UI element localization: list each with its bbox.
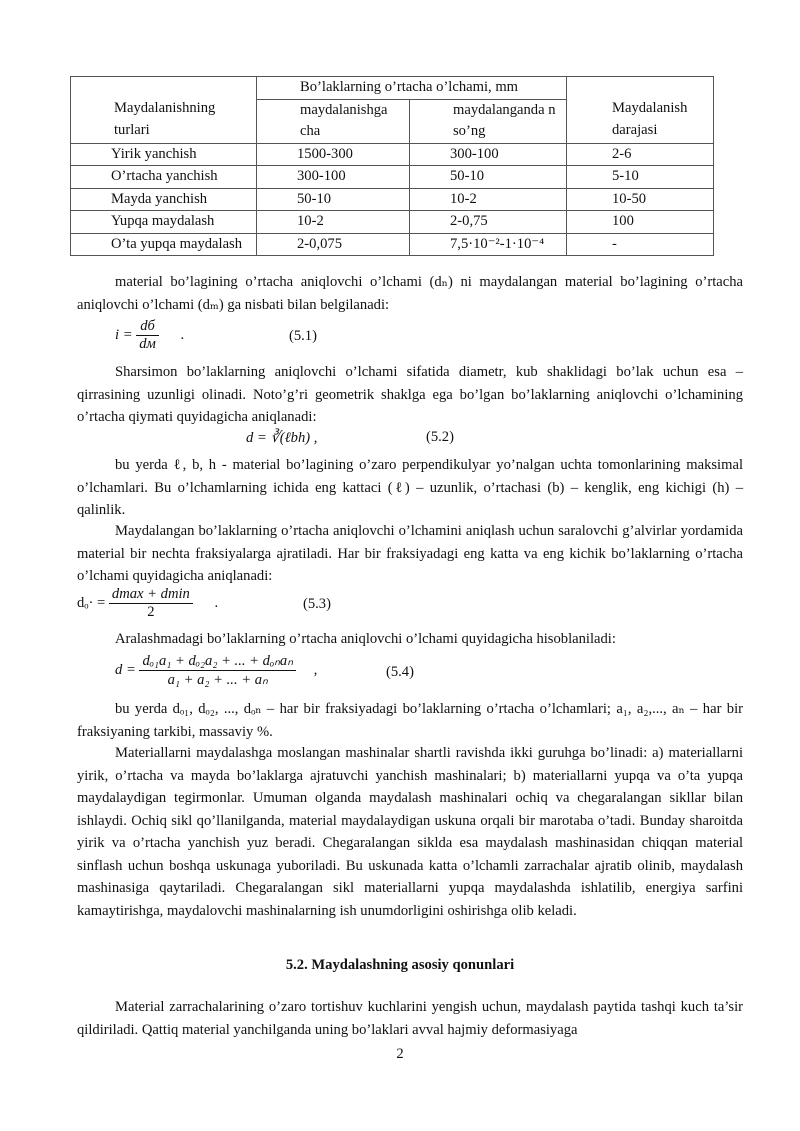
cell-before: 50-10	[257, 188, 410, 211]
equation-number: (5.1)	[289, 328, 317, 344]
cell-after: 300-100	[410, 143, 567, 166]
paragraph: bu yerda dₒ₁, dₒ₂, ..., dₒₙ – har bir fraksiyadagi bo’laklarning o’rtacha o’lchamlari; a₁, a₂,..., aₙ – har bir fraksiyaning tarkibi, massaviy %.	[77, 701, 743, 740]
header-reduction-degree: Maydalanish darajasi	[567, 77, 714, 144]
equation-5-3: dₒ· = $\frac{dmax + dmin}{2}$ .	[77, 586, 219, 620]
cell-type: Mayda yanchish	[71, 188, 257, 211]
table-row	[71, 188, 714, 211]
equation-number: (5.2)	[426, 429, 454, 445]
header-before: maydalanishga cha	[257, 99, 410, 143]
table-row	[71, 233, 714, 256]
cell-after: 2-0,75	[410, 211, 567, 234]
header-after: maydalanganda n so’ng	[410, 99, 567, 143]
cell-degree: -	[567, 233, 714, 256]
table-row	[71, 143, 714, 166]
table-row	[71, 166, 714, 189]
table-row	[71, 211, 714, 234]
cell-type: Yirik yanchish	[71, 143, 257, 166]
cell-before: 300-100	[257, 166, 410, 189]
cell-before: 2-0,075	[257, 233, 410, 256]
paragraph: Material zarrachalarining o’zaro tortishuv kuchlarini yengish uchun, maydalash paytida tashqi kuch ta’sir qildiriladi. Qattiq material yanchilganda uning bo’laklari avval hajmiy deformasiyaga	[77, 999, 743, 1038]
equation-number: (5.3)	[303, 596, 331, 612]
section-heading: 5.2. Maydalashning asosiy qonunlari	[285, 957, 515, 973]
equation-number: (5.4)	[386, 664, 414, 680]
paragraph: Aralashmadagi bo’laklarning o’rtacha aniqlovchi o’lchami quyidagicha hisoblaniladi:	[115, 631, 616, 647]
cell-type: O’rtacha yanchish	[71, 166, 257, 189]
equation-5-2: d = ∛(ℓbh) ,	[246, 430, 318, 446]
cell-degree: 100	[567, 211, 714, 234]
page-number: 2	[396, 1046, 404, 1062]
paragraph: Sharsimon bo’laklarning aniqlovchi o’lchami sifatida diametr, kub shaklidagi bo’lak uchun esa – qirrasining uzunligi olinadi. Noto’g’ri geometrik shaklga ega bo’lgan bo’laklarning aniqlovchi o’lchamining o’rtacha qiymati quyidagicha aniqlanadi:	[77, 364, 743, 425]
equation-5-4: d = $\frac{\text{dₒ₁a₁ + dₒ₂a₂ + ... + dₒₙaₙ}}{\text{a₁ + a₂ + ... + aₙ}}$ ,	[115, 653, 318, 688]
equation-5-1: i = $\frac{dб}{dм}$ .	[115, 318, 185, 352]
header-reduction-types: Maydalanishning turlari	[71, 77, 257, 144]
cell-after: 7,5·10⁻²-1·10⁻⁴	[410, 233, 567, 256]
cell-before: 10-2	[257, 211, 410, 234]
header-average-size: Bo’laklarning o’rtacha o’lchami, mm	[257, 77, 567, 100]
cell-type: Yupqa maydalash	[71, 211, 257, 234]
paragraph: Materiallarni maydalashga moslangan mashinalar shartli ravishda ikki guruhga bo’linadi: a) materiallarni yirik, o’rtacha va mayda bo’laklarga ajratuvchi yanchish mashinalari; b) materiallarni yupqa va o’ta yupqa maydalaydigan tegirmonlar. Umuman olganda maydalash mashinalari ochiq va chegaralangan sikllar bilan ishlaydi. Ochiq sikl qo’llanilganda, material maydalaydigan uskuna orqali bir marotaba o’tadi. Bunday sharoitda yirik va o’rtacha yanchish yuz beradi. Chegaralangan siklda esa maydalash mashinasidan chiqqan material sinflash uchun boshqa uskunaga yuboriladi. Bu uskunada katta o’lchamli zarrachalar ajratib olinib, maydalash mashinasiga qaytariladi. Chegaralangan sikl materiallarni yupqa maydalashda ishlatilib, energiya sarfini kamaytirishga, maydalovchi mashinalarning ish unumdorligini oshirishga olib keladi.	[77, 745, 743, 919]
cell-after: 10-2	[410, 188, 567, 211]
cell-degree: 5-10	[567, 166, 714, 189]
cell-type: O’ta yupqa maydalash	[71, 233, 257, 256]
cell-after: 50-10	[410, 166, 567, 189]
paragraph: material bo’lagining o’rtacha aniqlovchi o’lchami (dₙ) ni maydalangan material bo’lagining o’rtacha aniqlovchi o’lchami (dₘ) ga nisbati bilan belgilanadi:	[77, 274, 743, 313]
size-reduction-table	[70, 76, 714, 256]
cell-degree: 2-6	[567, 143, 714, 166]
paragraph: Maydalangan bo’laklarning o’rtacha aniqlovchi o’lchamini aniqlash uchun saralovchi g’alvirlar yordamida material bir nechta fraksiyalarga ajratiladi. Har bir fraksiyadagi eng katta va eng kichik bo’laklarning o’rtacha o’lchami quyidagicha aniqlanadi:	[77, 523, 743, 584]
cell-before: 1500-300	[257, 143, 410, 166]
cell-degree: 10-50	[567, 188, 714, 211]
paragraph: bu yerda ℓ, b, h - material bo’lagining o’zaro perpendikulyar yo’nalgan uchta tomonlarining maksimal o’lchamlari. Bu o’lchamlarning ichida eng kattaci (ℓ) – uzunlik, o’rtachasi (b) – kenglik, eng kichigi (h) – qalinlik.	[77, 457, 743, 518]
